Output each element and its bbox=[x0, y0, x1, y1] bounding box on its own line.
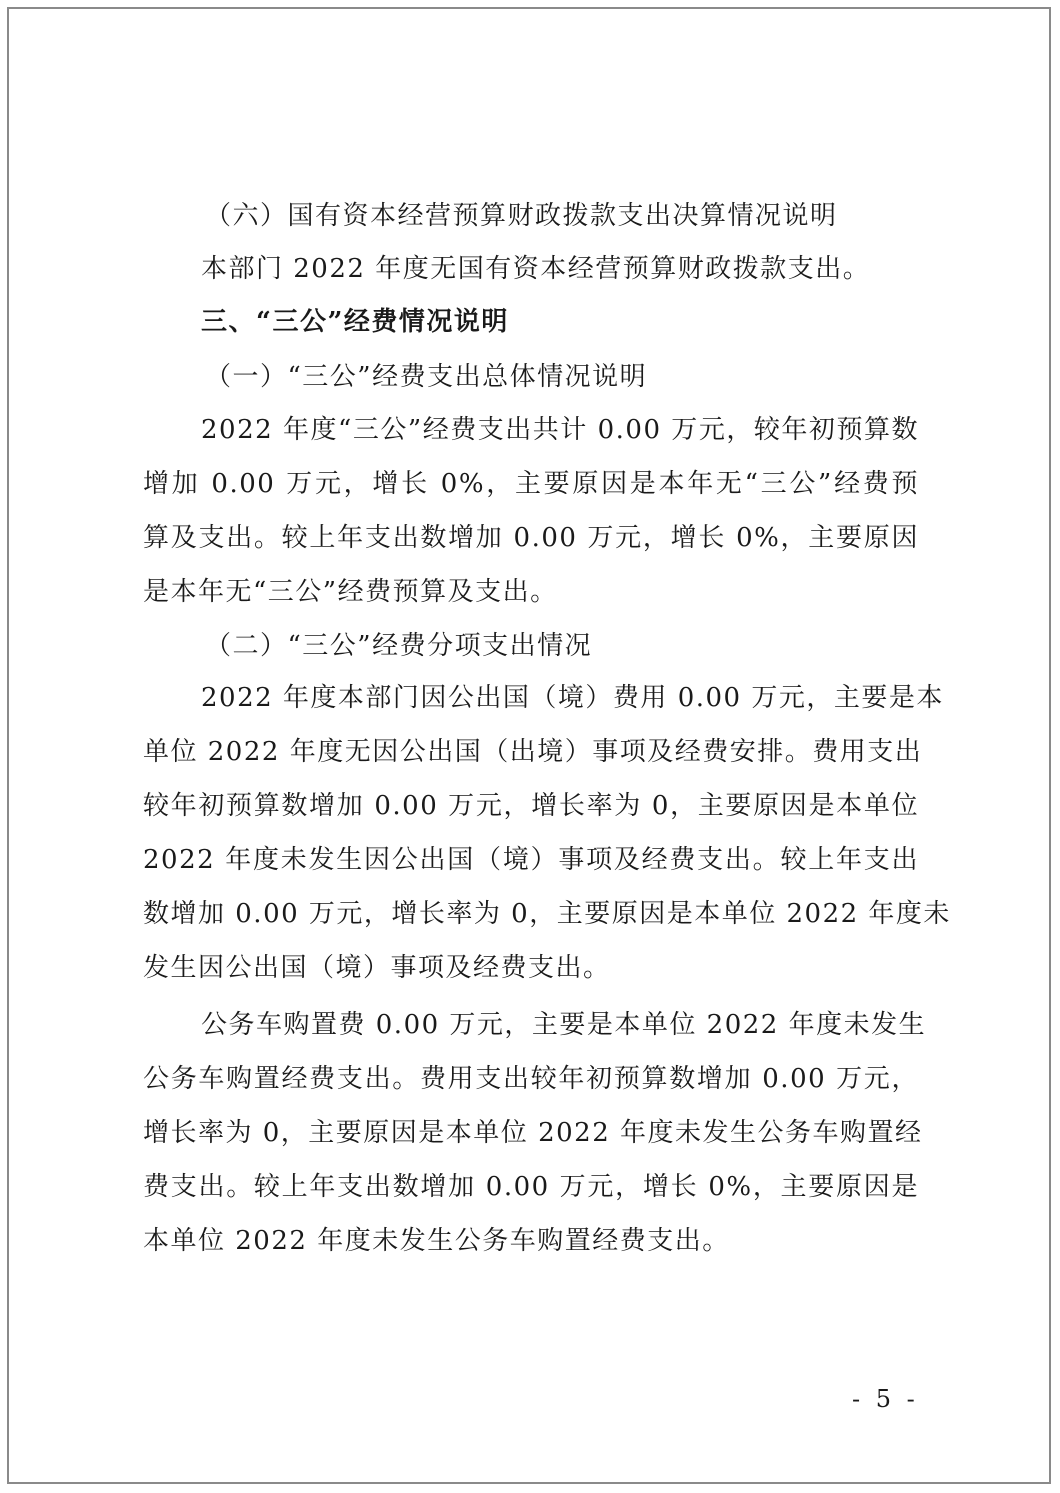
paragraph-line: 较年初预算数增加 0.00 万元，增长率为 0，主要原因是本单位 bbox=[143, 791, 919, 821]
subsection-heading-6: （六）国有资本经营预算财政拨款支出决算情况说明 bbox=[205, 201, 838, 231]
paragraph-line: 本部门 2022 年度无国有资本经营预算财政拨款支出。 bbox=[201, 254, 871, 284]
paragraph-line: 增加 0.00 万元，增长 0%，主要原因是本年无“三公”经费预 bbox=[143, 469, 919, 499]
paragraph-line: 费支出。较上年支出数增加 0.00 万元，增长 0%，主要原因是 bbox=[143, 1172, 919, 1202]
paragraph-line: 公务车购置费 0.00 万元，主要是本单位 2022 年度未发生 bbox=[201, 1010, 927, 1040]
subsection-heading-2: （二）“三公”经费分项支出情况 bbox=[205, 631, 593, 661]
paragraph-line: 算及支出。较上年支出数增加 0.00 万元，增长 0%，主要原因 bbox=[143, 523, 919, 553]
paragraph-line: 2022 年度“三公”经费支出共计 0.00 万元，较年初预算数 bbox=[201, 415, 919, 445]
paragraph-line: 发生因公出国（境）事项及经费支出。 bbox=[143, 953, 611, 983]
paragraph-line: 本单位 2022 年度未发生公务车购置经费支出。 bbox=[143, 1226, 730, 1256]
paragraph-line: 2022 年度本部门因公出国（境）费用 0.00 万元，主要是本 bbox=[201, 683, 944, 713]
paragraph-line: 增长率为 0，主要原因是本单位 2022 年度未发生公务车购置经 bbox=[143, 1118, 923, 1148]
section-heading-3: 三、“三公”经费情况说明 bbox=[201, 307, 509, 337]
subsection-heading-1: （一）“三公”经费支出总体情况说明 bbox=[205, 362, 648, 392]
paragraph-line: 公务车购置经费支出。费用支出较年初预算数增加 0.00 万元， bbox=[143, 1064, 919, 1094]
paragraph-line: 数增加 0.00 万元，增长率为 0，主要原因是本单位 2022 年度未 bbox=[143, 899, 951, 929]
paragraph-line: 单位 2022 年度无因公出国（出境）事项及经费安排。费用支出 bbox=[143, 737, 923, 767]
paragraph-line: 是本年无“三公”经费预算及支出。 bbox=[143, 577, 558, 607]
paragraph-line: 2022 年度未发生因公出国（境）事项及经费支出。较上年支出 bbox=[143, 845, 919, 875]
page-number: - 5 - bbox=[852, 1385, 919, 1413]
